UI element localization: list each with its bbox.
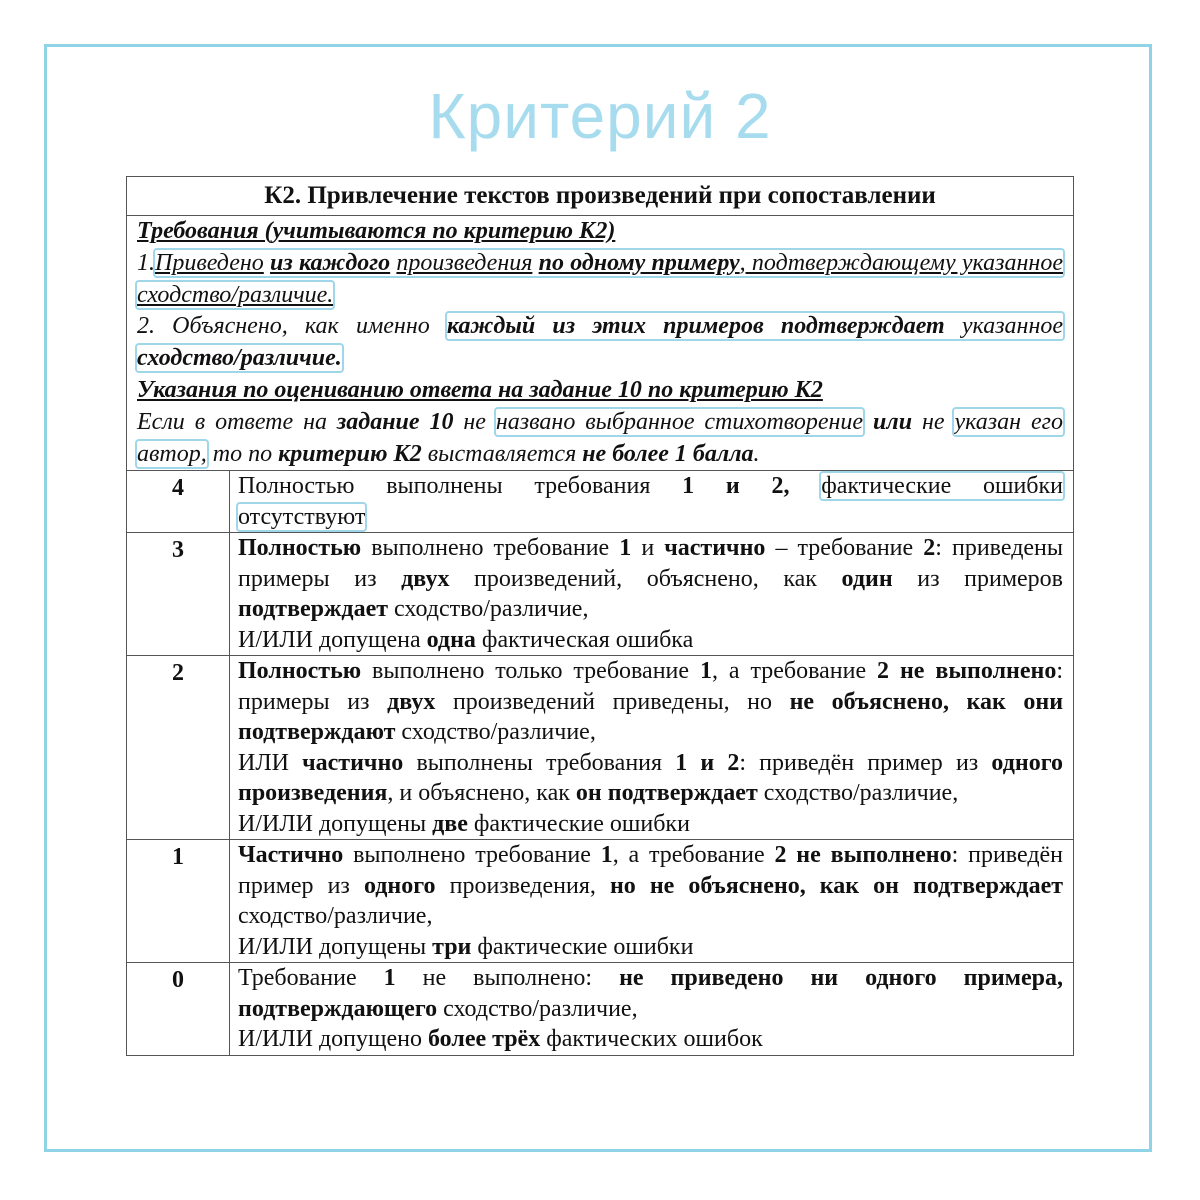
score-value: 0 xyxy=(127,963,230,1056)
highlight-no-errors: фактические ошибки xyxy=(821,473,1064,500)
score-value: 1 xyxy=(127,840,230,963)
criterion-header: К2. Привлечение текстов произведений при сопоставлении xyxy=(127,177,1074,216)
requirements-cell xyxy=(127,216,1074,471)
highlight-requirement-2: каждый из этих примеров подтверждает указанное сходство/различие. xyxy=(137,313,1064,372)
score-row-2 xyxy=(127,656,1074,840)
score-description: Требование 1 не выполнено: не приведено ни одного примера, подтверждающего сходство/различие, И/ИЛИ допущено более трёх фактических ошибок xyxy=(230,963,1074,1056)
instructions-text: Если в ответе на задание 10 не названо выбранное стихотворение или не указан его автор, то по критерию К2 выставляется не более 1 балла. xyxy=(137,408,1063,467)
score-description: Частично выполнено требование 1, а требование 2 не выполнено: приведён пример из одного произведения, но не объяснено, как он подтверждает сходство/различие, И/ИЛИ допущены три фактические ошибки xyxy=(230,840,1074,963)
score-row-1 xyxy=(127,840,1074,963)
score-value: 4 xyxy=(127,471,230,533)
instructions-heading: Указания по оцениванию ответа на задание 10 по критерию К2 xyxy=(137,376,823,403)
requirements-heading: Требования (учитываются по критерию К2) xyxy=(137,218,616,244)
score-value: 2 xyxy=(127,656,230,840)
requirements-row xyxy=(127,216,1074,471)
highlight-absent: отсутствуют xyxy=(238,503,366,530)
score-row-4 xyxy=(127,471,1074,533)
highlight-author-named: указан его автор, xyxy=(137,408,1063,467)
score-description: Полностью выполнены требования 1 и 2, фактические ошибки отсутствуют xyxy=(230,471,1074,533)
score-description: Полностью выполнено только требование 1, а требование 2 не выполнено: примеры из двух произведений приведены, но не объяснено, как они подтверждают сходство/различие, ИЛИ частично выполнены требования 1 и 2: приведён пример из одного произведения, и объяснено, как он подтверждает сходство/различие, И/ИЛИ допущены две фактические ошибки xyxy=(230,656,1074,840)
highlight-requirement-1: Приведено из каждого произведения по одному примеру, подтверждающему указанное сходство/различие. xyxy=(137,249,1063,308)
requirement-1: 1.Приведено из каждого произведения по одному примеру, подтверждающему указанное сходство/различие. xyxy=(137,249,1063,308)
score-row-3 xyxy=(127,533,1074,656)
table-header-row xyxy=(127,177,1074,216)
criteria-table xyxy=(126,176,1074,1056)
highlight-poem-named: названо выбранное стихотворение xyxy=(495,408,864,435)
score-description: Полностью выполнено требование 1 и частично – требование 2: приведены примеры из двух произведений, объяснено, как один из примеров подтверждает сходство/различие, И/ИЛИ допущена одна фактическая ошибка xyxy=(230,533,1074,656)
score-row-0 xyxy=(127,963,1074,1056)
requirement-2: 2. Объяснено, как именно каждый из этих примеров подтверждает указанное сходство/различие. xyxy=(137,313,1064,372)
score-value: 3 xyxy=(127,533,230,656)
page-title: Критерий 2 xyxy=(428,80,772,152)
